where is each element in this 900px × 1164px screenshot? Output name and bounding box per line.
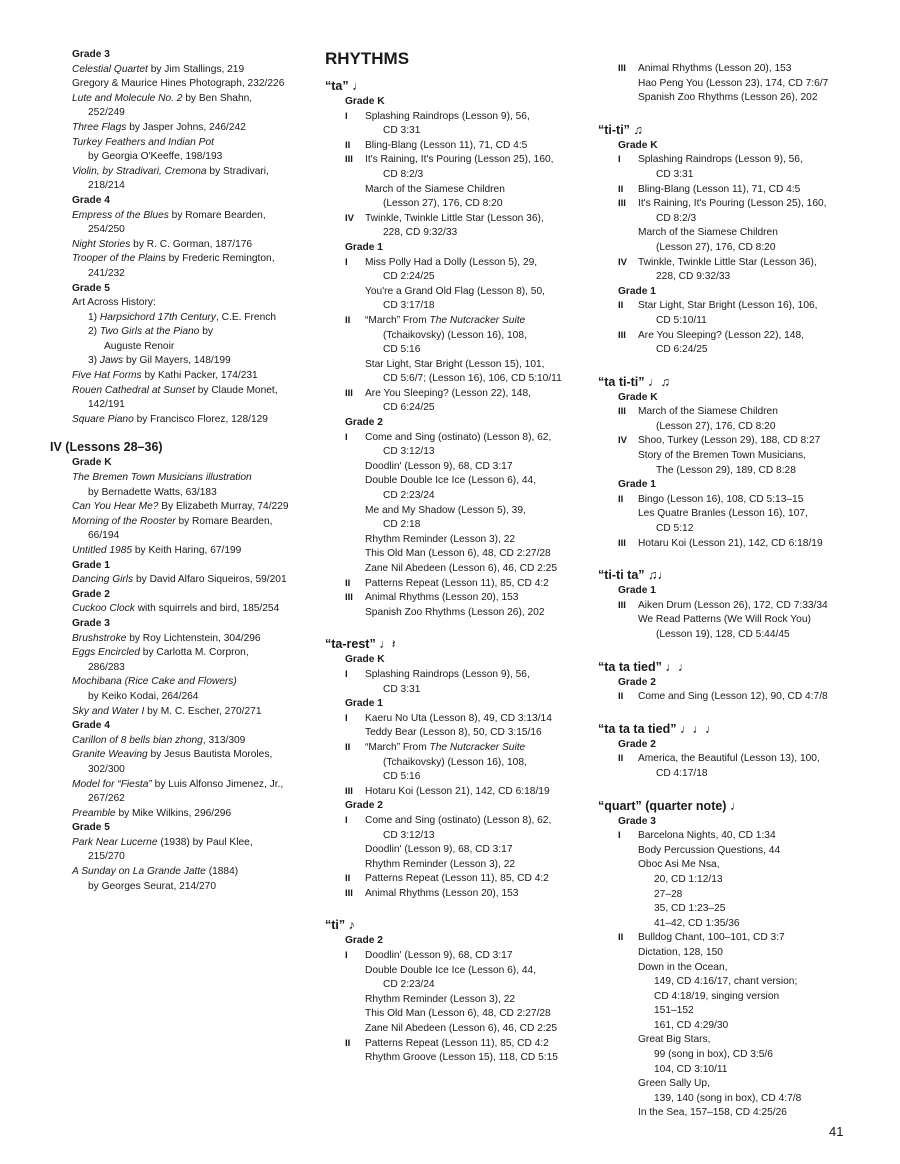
grade-label: Grade 1 [345, 698, 383, 710]
rhythm-heading-ti-ti-ta: “ti-ti ta” ♫♩ [598, 568, 670, 583]
rhythm-entry: Doodlin' (Lesson 9), 68, CD 3:17 [365, 460, 513, 472]
rhythm-entry: March of the Siamese Children [638, 227, 778, 239]
lesson-unit: III [345, 154, 353, 166]
rhythm-entry: II “March” From The Nutcracker Suite [325, 741, 603, 756]
grade-label: Grade K [618, 391, 658, 403]
rhythm-entry-cont: CD 6:24/25 [656, 344, 708, 356]
grade-label: Grade K [345, 654, 385, 666]
rhythm-entry: I Come and Sing (ostinato) (Lesson 8), 62, [325, 431, 603, 446]
art-entry: Model for “Fiesta” by Luis Alfonso Jimenez, Jr., [72, 778, 284, 790]
tied-quarters-icon: ♩♩ [665, 659, 691, 674]
rhythm-entry: II America, the Beautiful (Lesson 13), 100, [598, 752, 878, 767]
grade-label: Grade K [72, 457, 112, 469]
art-entry: Park Near Lucerne (1938) by Paul Klee, [72, 836, 253, 848]
lesson-unit: II [618, 753, 624, 765]
lesson-unit: II [345, 873, 351, 885]
rhythm-entry: I Kaeru No Uta (Lesson 8), 49, CD 3:13/14 [325, 712, 603, 727]
rhythm-entry: III Animal Rhythms (Lesson 20), 153 [325, 887, 603, 902]
rhythm-entry-cont: 27–28 [654, 888, 683, 900]
rhythm-entry: In the Sea, 157–158, CD 4:25/26 [638, 1107, 787, 1119]
rhythm-entry-cont: 20, CD 1:12/13 [654, 873, 723, 885]
art-entry: Cuckoo Clock with squirrels and bird, 185/254 [72, 603, 280, 615]
grade-label: Grade 4 [72, 194, 110, 206]
rhythm-entry-cont: 228, CD 9:32/33 [656, 271, 731, 283]
lesson-unit: I [345, 950, 348, 962]
rhythm-heading-ti: “ti” ♪ [325, 918, 355, 933]
art-entry: Mochibana (Rice Cake and Flowers) [72, 676, 237, 688]
lesson-unit: III [345, 887, 353, 899]
grade-label: Grade 3 [72, 617, 110, 629]
rhythm-entry: Body Percussion Questions, 44 [638, 844, 781, 856]
rhythm-entry-cont: CD 4:17/18 [656, 767, 708, 779]
rhythm-entry: I Splashing Raindrops (Lesson 9), 56, [325, 668, 603, 683]
rhythms-column [325, 48, 603, 1066]
art-entry: Turkey Feathers and Indian Pot [72, 136, 214, 148]
rhythm-entry: Green Sally Up, [638, 1078, 710, 1090]
art-entry: Gregory & Maurice Hines Photograph, 232/226 [72, 78, 285, 90]
rhythm-heading-ta-ta-tied: “ta ta tied” ♩♩ [598, 659, 691, 674]
rhythm-entry: This Old Man (Lesson 6), 48, CD 2:27/28 [365, 548, 551, 560]
rhythm-entry: Zane Nil Abedeen (Lesson 6), 46, CD 2:25 [365, 563, 557, 574]
grade-label: Grade 2 [345, 800, 383, 812]
rhythm-entry: III Animal Rhythms (Lesson 20), 153 [325, 591, 603, 606]
rhythm-entry-cont: (Lesson 27), 176, CD 8:20 [383, 198, 503, 210]
grade-label: Grade K [618, 139, 658, 151]
grade-label: Grade 2 [618, 676, 656, 688]
grade-label: Grade 2 [618, 738, 656, 750]
rhythm-entry-cont: 228, CD 9:32/33 [383, 227, 458, 239]
rhythm-entry-cont: (Lesson 19), 128, CD 5:44/45 [656, 629, 790, 640]
art-entry: Brushstroke by Roy Lichtenstein, 304/296 [72, 632, 261, 644]
rhythm-entry: II Bulldog Chant, 100–101, CD 3:7 [598, 931, 878, 946]
rhythm-entry-cont: CD 3:12/13 [383, 446, 435, 458]
lesson-unit: I [345, 431, 348, 443]
rhythm-entry: Me and My Shadow (Lesson 5), 39, [365, 504, 526, 516]
rhythm-entry-cont: CD 2:23/24 [383, 490, 435, 502]
rhythm-entry: Spanish Zoo Rhythms (Lesson 26), 202 [638, 92, 818, 104]
rhythm-entry: Doodlin' (Lesson 9), 68, CD 3:17 [365, 844, 513, 856]
rhythm-entry: III Hotaru Koi (Lesson 21), 142, CD 6:18/19 [598, 537, 878, 552]
rhythm-entry: II Patterns Repeat (Lesson 11), 85, CD 4:2 [325, 1037, 603, 1052]
rhythm-entry-cont: CD 3:12/13 [383, 829, 435, 841]
page-number: 41 [829, 1124, 844, 1139]
art-entry: Three Flags by Jasper Johns, 246/242 [72, 121, 246, 133]
rhythm-entry: Dictation, 128, 150 [638, 946, 723, 958]
grade-label: Grade 4 [72, 720, 110, 732]
art-list-item-cont: Auguste Renoir [104, 340, 175, 352]
lesson-unit: II [345, 1037, 351, 1049]
rhythm-entry: III Aiken Drum (Lesson 26), 172, CD 7:33/34 [598, 599, 878, 614]
lesson-unit: II [618, 691, 624, 703]
rhythm-entry: Star Light, Star Bright (Lesson 15), 101, [365, 358, 545, 370]
rhythm-entry-cont: CD 2:23/24 [383, 979, 435, 991]
rhythm-entry: Teddy Bear (Lesson 8), 50, CD 3:15/16 [365, 727, 542, 739]
art-entry: Lute and Molecule No. 2 by Ben Shahn, [72, 92, 253, 104]
rhythms-column-continued [598, 62, 878, 1121]
art-entry: Trooper of the Plains by Frederic Remington, [72, 253, 275, 265]
lesson-unit: II [345, 577, 351, 589]
art-entry-cont: by Bernadette Watts, 63/183 [88, 486, 217, 498]
art-list-item: 2) Two Girls at the Piano by [88, 326, 213, 338]
art-entry-cont: 252/249 [88, 107, 125, 119]
rhythm-entry: III Hotaru Koi (Lesson 21), 142, CD 6:18/19 [325, 785, 603, 800]
art-entry: Square Piano by Francisco Florez, 128/129 [72, 413, 268, 425]
lesson-unit: IV [618, 256, 627, 268]
rhythm-entry-cont: The (Lesson 29), 189, CD 8:28 [656, 464, 796, 476]
rhythm-heading-quart: “quart” (quarter note) ♩ [598, 798, 743, 813]
rhythm-entry: You're a Grand Old Flag (Lesson 8), 50, [365, 285, 545, 297]
rhythm-entry: I Come and Sing (ostinato) (Lesson 8), 62, [325, 814, 603, 829]
lesson-unit: I [345, 668, 348, 680]
grade-label: Grade 2 [345, 417, 383, 429]
rhythm-heading-ta-ti-ti: “ta ti-ti” ♩♫ [598, 374, 670, 389]
art-entry-cont: by Georges Seurat, 214/270 [88, 880, 216, 892]
rhythm-entry-cont: 149, CD 4:16/17, chant version; [654, 976, 798, 988]
rhythm-entry-cont: 99 (song in box), CD 3:5/6 [654, 1049, 773, 1061]
lesson-unit: I [345, 814, 348, 826]
rhythm-entry-cont: CD 5:16 [383, 344, 421, 356]
art-entry: A Sunday on La Grande Jatte (1884) [72, 866, 239, 878]
art-entry-cont: 218/214 [88, 180, 125, 192]
rhythm-entry: Rhythm Reminder (Lesson 3), 22 [365, 858, 516, 870]
rhythm-heading-ta: “ta” ♩ [325, 79, 365, 93]
rhythm-entry: Oboc Asi Me Nsa, [638, 859, 720, 871]
rhythm-entry-cont: CD 8:2/3 [383, 168, 424, 180]
rhythm-entry: We Read Patterns (We Will Rock You) [638, 614, 811, 626]
rhythm-entry: Rhythm Groove (Lesson 15), 118, CD 5:15 [365, 1052, 558, 1064]
rhythm-entry: Double Double Ice Ice (Lesson 6), 44, [365, 964, 537, 976]
art-entry-cont: 142/191 [88, 399, 125, 411]
lesson-unit: III [618, 198, 626, 210]
rhythm-entry-cont: CD 4:18/19, singing version [654, 990, 780, 1002]
lesson-unit: II [345, 314, 351, 326]
lesson-unit: I [345, 256, 348, 268]
art-entry: Eggs Encircled by Carlotta M. Corpron, [72, 647, 249, 659]
rhythm-entry: II “March” From The Nutcracker Suite [325, 314, 603, 329]
art-entry-cont: by Georgia O'Keeffe, 198/193 [88, 151, 223, 163]
art-entry: Dancing Girls by David Alfaro Siqueiros, 59/201 [72, 574, 287, 586]
lesson-unit: I [618, 154, 621, 166]
grade-label: Grade 3 [618, 815, 656, 827]
grade-label: Grade 1 [72, 559, 110, 571]
rhythm-entry: II Star Light, Star Bright (Lesson 16), 106, [598, 299, 878, 314]
grade-label: Grade 5 [72, 822, 110, 834]
rhythm-entry: II Come and Sing (Lesson 12), 90, CD 4:7/8 [598, 690, 878, 705]
rhythm-entry: II Bling-Blang (Lesson 11), 71, CD 4:5 [598, 183, 878, 198]
rhythm-entry: March of the Siamese Children [365, 183, 505, 195]
rhythm-entry: Hao Peng You (Lesson 23), 174, CD 7:6/7 [638, 77, 829, 89]
beamed-eighths-quarter-icon: ♫♩ [648, 568, 670, 583]
rhythm-entry: III Are You Sleeping? (Lesson 22), 148, [598, 329, 878, 344]
art-entry: Celestial Quartet by Jim Stallings, 219 [72, 63, 245, 75]
art-entry-cont: 302/300 [88, 763, 125, 775]
rhythm-entry: Rhythm Reminder (Lesson 3), 22 [365, 533, 516, 545]
art-entry: Empress of the Blues by Romare Bearden, [72, 209, 266, 221]
lesson-unit: III [345, 785, 353, 797]
art-entry: Granite Weaving by Jesus Bautista Moroles, [72, 749, 273, 761]
quarter-note-icon: ♩ [729, 798, 743, 813]
art-list-item: 1) Harpsichord 17th Century, C.E. French [88, 311, 276, 323]
eighth-note-icon: ♪ [348, 918, 355, 933]
grade-label: Grade 1 [618, 479, 656, 491]
rhythm-entry-cont: 35, CD 1:23–25 [654, 903, 726, 915]
rhythm-entry-cont: CD 2:24/25 [383, 271, 435, 283]
rhythm-heading-ti-ti: “ti-ti” ♫ [598, 122, 643, 137]
lesson-unit: III [345, 387, 353, 399]
rhythm-entry-cont: (Tchaikovsky) (Lesson 16), 108, [383, 329, 527, 341]
rhythm-entry-cont: CD 3:17/18 [383, 300, 435, 312]
art-entry: Violin, by Stradivari, Cremona by Stradivari, [72, 165, 269, 177]
rhythm-entry-cont: CD 2:18 [383, 519, 421, 531]
rhythm-entry: Spanish Zoo Rhythms (Lesson 26), 202 [365, 606, 545, 618]
art-entry: Rouen Cathedral at Sunset by Claude Monet, [72, 384, 278, 396]
rhythm-entry: III It's Raining, It's Pouring (Lesson 25), 160, [598, 197, 878, 212]
rhythm-entry-cont: CD 3:31 [383, 125, 421, 137]
rhythm-entry: Story of the Bremen Town Musicians, [638, 450, 806, 462]
lesson-unit: II [345, 741, 351, 753]
rhythm-entry: III Animal Rhythms (Lesson 20), 153 [598, 62, 878, 77]
art-entry: Carillon of 8 bells bian zhong, 313/309 [72, 734, 246, 746]
art-entry: Art Across History: [72, 297, 156, 309]
rhythm-entry-cont: CD 5:16 [383, 771, 421, 783]
rhythm-entry-cont: CD 3:31 [383, 683, 421, 695]
rhythm-entry: This Old Man (Lesson 6), 48, CD 2:27/28 [365, 1008, 551, 1020]
lesson-unit: IV [345, 212, 354, 224]
grade-label: Grade 1 [345, 241, 383, 253]
beamed-eighths-icon: ♫ [633, 122, 643, 137]
art-entry-cont: 215/270 [88, 851, 125, 863]
grade-label: Grade 2 [72, 588, 110, 600]
lesson-unit: III [345, 592, 353, 604]
art-entry: Sky and Water I by M. C. Escher, 270/271 [72, 705, 262, 717]
rhythm-entry: I Splashing Raindrops (Lesson 9), 56, [598, 153, 878, 168]
tied-three-quarters-icon: ♩♩♩ [679, 721, 718, 736]
rhythm-entry: II Bling-Blang (Lesson 11), 71, CD 4:5 [325, 139, 603, 154]
rhythm-entry-cont: CD 5:6/7; (Lesson 16), 106, CD 5:10/11 [383, 373, 562, 385]
rhythm-entry-cont: CD 5:12 [656, 523, 694, 535]
rhythm-heading-ta-rest: “ta-rest” ♩𝄽 [325, 637, 396, 652]
lesson-unit: II [618, 932, 624, 944]
grade-label: Grade 5 [72, 282, 110, 294]
art-column [50, 48, 312, 894]
lesson-unit: III [618, 63, 626, 74]
grade-label: Grade K [345, 96, 385, 107]
lesson-unit: IV [618, 435, 627, 447]
lesson-unit: II [618, 300, 624, 312]
art-entry: The Bremen Town Musicians illustration [72, 472, 252, 484]
rhythm-entry: Great Big Stars, [638, 1034, 711, 1046]
art-entry: Morning of the Rooster by Romare Bearden, [72, 515, 273, 527]
rhythms-title: RHYTHMS [325, 49, 410, 68]
grade-label: Grade 2 [345, 935, 383, 947]
rhythm-entry-cont: CD 8:2/3 [656, 212, 697, 224]
rhythm-entry: III March of the Siamese Children [598, 405, 878, 420]
art-entry-cont: 66/194 [88, 530, 120, 542]
art-entry: Untitled 1985 by Keith Haring, 67/199 [72, 545, 242, 556]
rhythm-entry: Down in the Ocean, [638, 961, 728, 973]
grade-label: Grade 1 [618, 285, 656, 297]
art-entry-cont: by Keiko Kodai, 264/264 [88, 690, 199, 702]
rhythm-entry: Double Double Ice Ice (Lesson 6), 44, [365, 475, 537, 487]
quarter-beamed-eighths-icon: ♩♫ [648, 374, 670, 389]
art-entry-cont: 241/232 [88, 267, 125, 279]
rhythm-entry: II Patterns Repeat (Lesson 11), 85, CD 4:2 [325, 872, 603, 887]
quarter-note-icon: ♩ [352, 79, 365, 93]
art-entry: Five Hat Forms by Kathi Packer, 174/231 [72, 370, 258, 382]
rhythm-entry: IV Shoo, Turkey (Lesson 29), 188, CD 8:27 [598, 434, 878, 449]
rhythm-entry-cont: 139, 140 (song in box), CD 4:7/8 [654, 1092, 802, 1104]
lesson-unit: II [618, 183, 624, 195]
rhythm-entry-cont: (Tchaikovsky) (Lesson 16), 108, [383, 756, 527, 768]
rhythm-entry-cont: 41–42, CD 1:35/36 [654, 917, 740, 929]
rhythm-entry: I Miss Polly Had a Dolly (Lesson 5), 29, [325, 256, 603, 271]
lesson-unit: II [618, 493, 624, 505]
art-entry-cont: 286/283 [88, 661, 125, 673]
art-entry: Preamble by Mike Wilkins, 296/296 [72, 807, 232, 819]
lesson-unit: III [618, 537, 626, 549]
rhythm-entry-cont: CD 6:24/25 [383, 402, 435, 414]
section-heading-iv: IV (Lessons 28–36) [50, 440, 163, 455]
rhythm-entry: II Bingo (Lesson 16), 108, CD 5:13–15 [598, 493, 878, 508]
rhythm-entry: IV Twinkle, Twinkle Little Star (Lesson 36), [598, 256, 878, 271]
grade-label: Grade 1 [618, 585, 656, 597]
rhythm-entry: II Patterns Repeat (Lesson 11), 85, CD 4:2 [325, 577, 603, 592]
rhythm-entry: Rhythm Reminder (Lesson 3), 22 [365, 993, 516, 1005]
lesson-unit: III [618, 406, 626, 418]
rhythm-entry: I Doodlin' (Lesson 9), 68, CD 3:17 [325, 949, 603, 964]
art-entry: Night Stories by R. C. Gorman, 187/176 [72, 238, 253, 250]
art-entry-cont: 267/262 [88, 793, 125, 805]
rhythm-heading-ta-ta-ta-tied: “ta ta ta tied” ♩♩♩ [598, 721, 718, 736]
art-entry-cont: 254/250 [88, 224, 125, 236]
lesson-unit: II [345, 139, 351, 151]
lesson-unit: I [618, 830, 621, 842]
lesson-unit: III [618, 599, 626, 611]
grade-label: Grade 3 [72, 49, 110, 60]
quarter-note-rest-icon: ♩𝄽 [379, 637, 396, 652]
rhythm-entry: I Splashing Raindrops (Lesson 9), 56, [325, 110, 603, 125]
lesson-unit: I [345, 712, 348, 724]
art-list-item: 3) Jaws by Gil Mayers, 148/199 [88, 355, 231, 367]
rhythm-entry-cont: 104, CD 3:10/11 [654, 1063, 728, 1075]
rhythm-entry-cont: CD 5:10/11 [656, 314, 707, 326]
rhythm-entry: IV Twinkle, Twinkle Little Star (Lesson 36), [325, 212, 603, 227]
rhythm-entry: Zane Nil Abedeen (Lesson 6), 46, CD 2:25 [365, 1023, 557, 1035]
rhythm-entry-cont: 151–152 [654, 1005, 694, 1017]
lesson-unit: I [345, 110, 348, 122]
rhythm-entry-cont: (Lesson 27), 176, CD 8:20 [656, 420, 776, 432]
rhythm-entry: Les Quatre Branles (Lesson 16), 107, [638, 508, 808, 520]
lesson-unit: III [618, 329, 626, 341]
rhythm-entry: III It's Raining, It's Pouring (Lesson 25), 160, [325, 153, 603, 168]
rhythm-entry-cont: CD 3:31 [656, 168, 694, 180]
rhythm-entry: III Are You Sleeping? (Lesson 22), 148, [325, 387, 603, 402]
rhythm-entry-cont: 161, CD 4:29/30 [654, 1019, 729, 1031]
rhythm-entry: I Barcelona Nights, 40, CD 1:34 [598, 829, 878, 844]
rhythm-entry-cont: (Lesson 27), 176, CD 8:20 [656, 241, 776, 253]
art-entry: Can You Hear Me? By Elizabeth Murray, 74/229 [72, 501, 289, 513]
